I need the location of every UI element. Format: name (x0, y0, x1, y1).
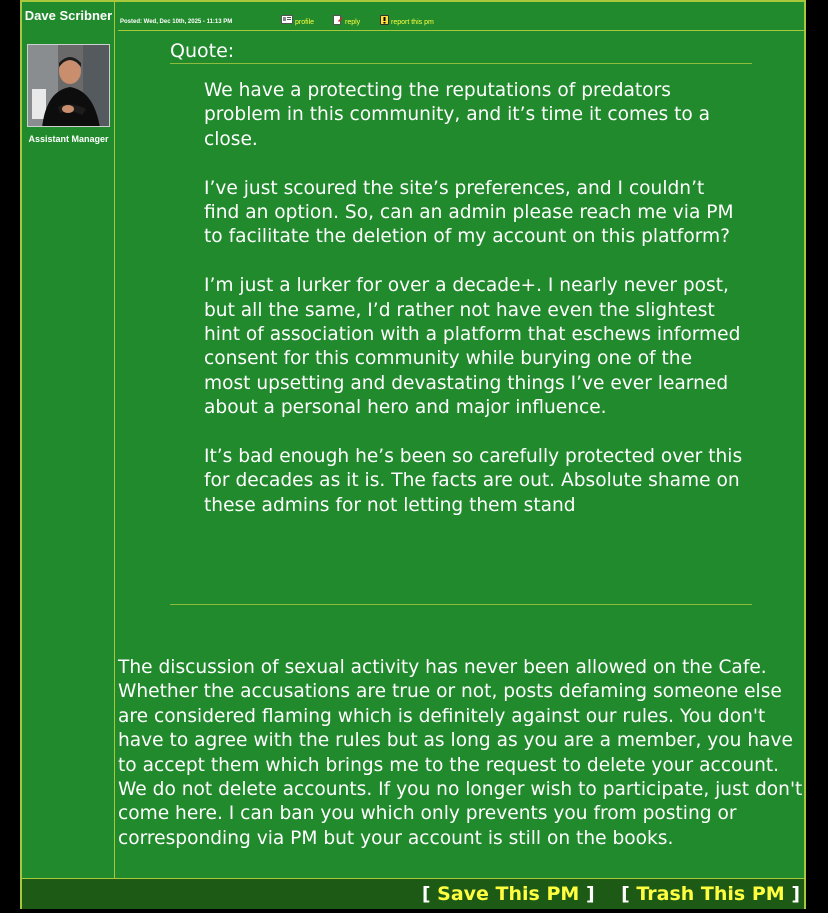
posted-date: Posted: Wed, Dec 10th, 2025 - 11:13 PM (120, 19, 233, 25)
avatar-image (28, 45, 110, 127)
quote-bottom-divider (170, 604, 752, 605)
username-text[interactable]: Dave Scribner (24, 8, 113, 23)
footer-bar (22, 878, 804, 909)
reply-link[interactable] (333, 15, 360, 31)
quote-paragraph: We have a protecting the reputations of predators problem in this community, and it’s time it comes to a close. (204, 80, 711, 150)
meta-divider (118, 30, 804, 31)
trash-pm-button[interactable]: Trash This PM (636, 883, 785, 905)
post-meta (120, 14, 800, 28)
quote-paragraph: I’ve just scoured the site’s preferences, and I couldn’t find an option. So, can an admin please reach me via PM to facilitate the deletion of my account on this platform? (204, 177, 734, 248)
quote-paragraph: I’m just a lurker for over a decade+. I nearly never post, but all the same, I’d rather not have even the slightest hint of association with a platform that eschews informed consent for this community while burying one of the most upsetting and devastating things I’ve ever learned about a personal hero and major influence. (204, 275, 741, 419)
user-panel (22, 2, 115, 878)
pm-window (20, 0, 806, 909)
report-link[interactable] (380, 15, 434, 31)
reply-label[interactable]: reply (345, 19, 361, 26)
reply-text: The discussion of sexual activity has never been allowed on the Cafe. Whether the accusations are true or not, posts defaming someone else are considered flaming which is definitely against our rules. You don't have to agree with the rules but as long as you are a member, you have to accept them which brings me to the request to delete your account. We do not delete accounts. If you no longer wish to participate, just don't come here. I can ban you which only prevents you from posting or corresponding via PM but your account is still on the books. (118, 657, 803, 849)
quote-paragraph: It’s bad enough he’s been so carefully protected over this for decades as it is. The facts are out. Absolute shame on these admins for not letting them stand (204, 446, 743, 516)
username[interactable] (22, 8, 115, 24)
avatar (27, 44, 110, 127)
save-pm-button[interactable]: Save This PM (437, 883, 580, 905)
bracket-close: ] (791, 883, 800, 905)
footer-buttons (422, 883, 800, 905)
quote-body (204, 79, 744, 543)
quote-top-divider (170, 63, 752, 64)
bracket-open: [ (421, 883, 431, 905)
profile-icon (281, 15, 293, 30)
profile-link[interactable] (281, 15, 314, 30)
bracket-close: ] (585, 883, 595, 905)
reply-icon (333, 15, 343, 31)
report-icon (380, 15, 389, 31)
user-rank: Assistant Manager (28, 134, 109, 144)
bracket-open: [ (621, 883, 630, 905)
quote-label: Quote: (170, 40, 235, 62)
report-label[interactable]: report this pm (391, 19, 434, 26)
profile-label[interactable]: profile (295, 18, 315, 26)
